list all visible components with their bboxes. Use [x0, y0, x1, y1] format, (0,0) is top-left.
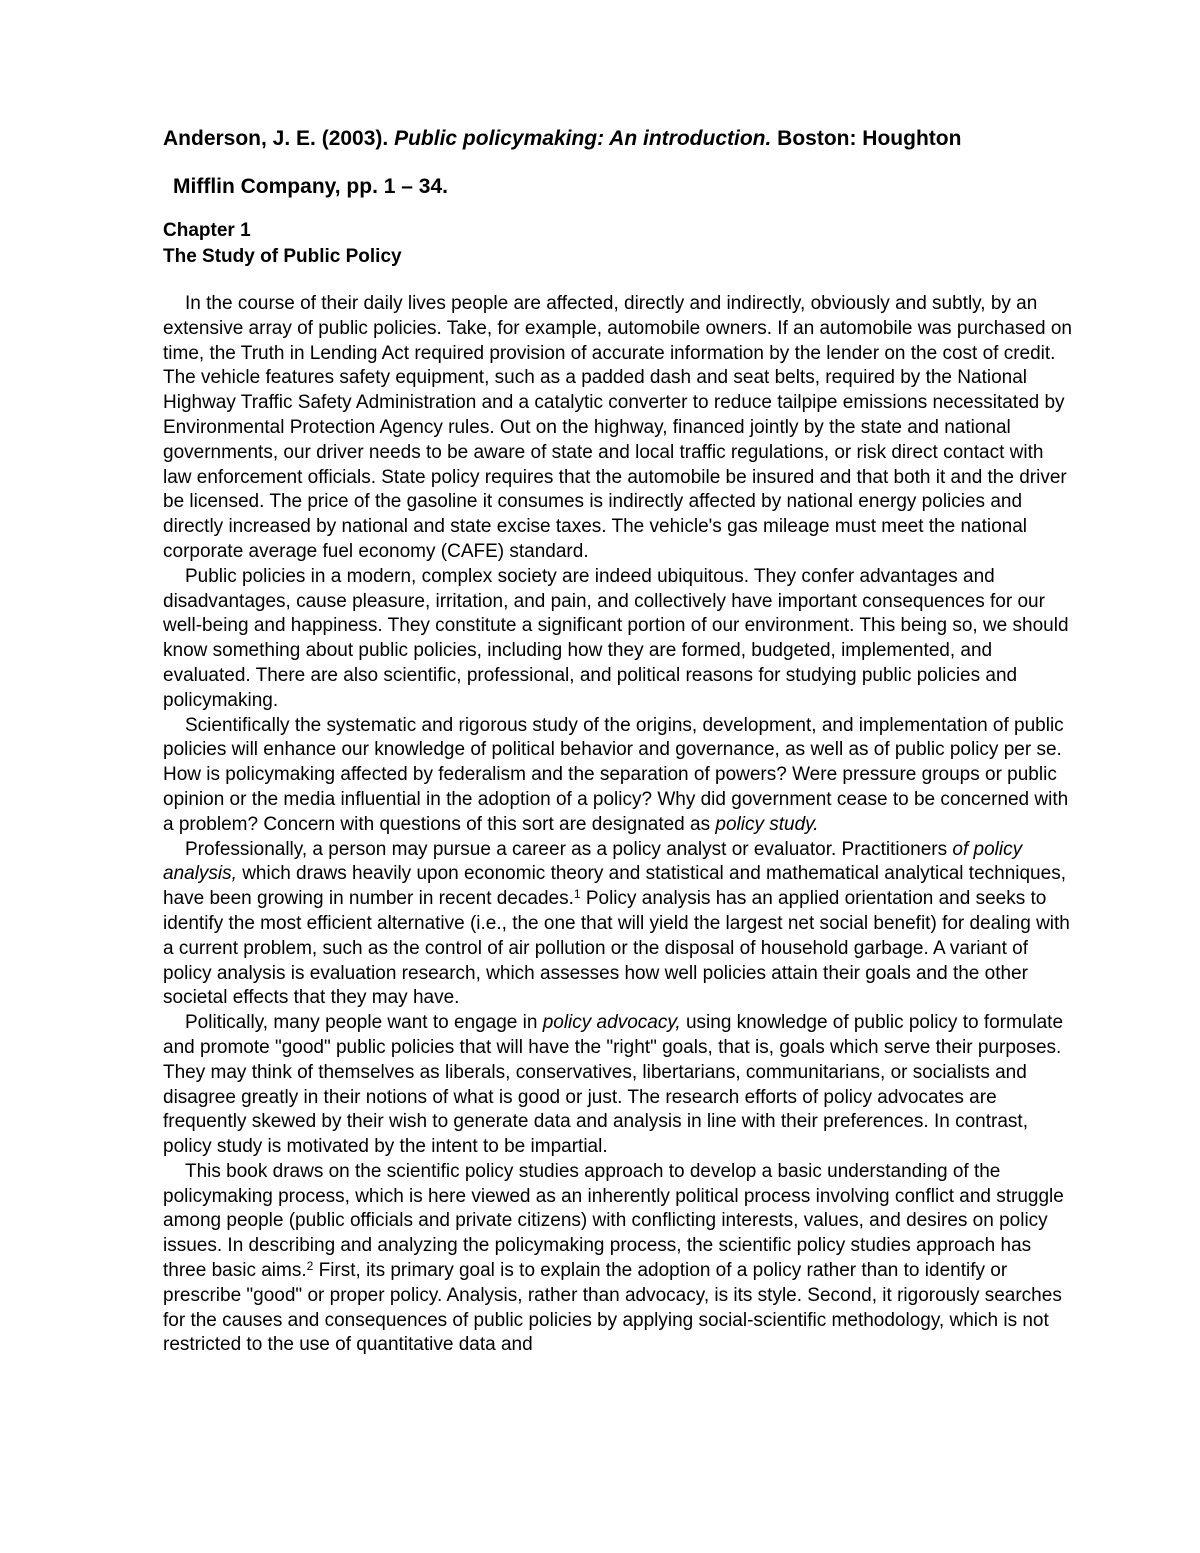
- paragraph-4-text-b: which draws heavily upon economic theory and statistical and mathematical analytical techniques, have been growing in number in recent decades.: [163, 863, 1066, 910]
- citation-title: Public policymaking: An introduction.: [394, 127, 772, 150]
- paragraph-6-text-b: First, its primary goal is to explain the adoption of a policy rather than to identify or prescribe "good" or proper policy. Analysis, rather than advocacy, is its style. Second, it rigorously searches for the causes and consequences of public policies by applying social-scientific methodology, which is not restricted to the use of quantitative data and: [163, 1260, 1062, 1356]
- policy-analysis-term: of policy analysis,: [163, 838, 1023, 885]
- footnote-ref-1: 1: [573, 887, 581, 902]
- paragraph-1: In the course of their daily lives people are affected, directly and indirectly, obviously and subtly, by an extensive array of public policies. Take, for example, automobile owners. If an automobile was purchased on time, the Truth in Lending Act required provision of accurate information by the lender on the cost of credit. The vehicle features safety equipment, such as a padded dash and seat belts, required by the National Highway Traffic Safety Administration and a catalytic converter to reduce tailpipe emissions necessitated by Environmental Protection Agency rules. Out on the highway, financed jointly by the state and national governments, our driver needs to be aware of state and local traffic regulations, or risk direct contact with law enforcement officials. State policy requires that the automobile be insured and that both it and the driver be licensed. The price of the gasoline it consumes is indirectly affected by national energy policies and directly increased by national and state excise taxes. The vehicle's gas mileage must meet the national corporate average fuel economy (CAFE) standard.: [163, 293, 1072, 562]
- body-text: [163, 292, 1073, 1358]
- citation-publisher-continued: Mifflin Company, pp. 1 – 34.: [173, 175, 448, 198]
- paragraph-4-text-c: Policy analysis has an applied orientation and seeks to identify the most efficient alternative (i.e., the one that will yield the largest net social benefit) for dealing with a current problem, such as the control of air pollution or the disposal of household garbage. A variant of policy analysis is evaluation research, which assesses how well policies attain their goals and the other societal effects that they may have.: [163, 888, 1070, 1009]
- paragraph-5: [163, 1011, 1073, 1160]
- chapter-title: The Study of Public Policy: [163, 246, 402, 267]
- citation-publisher: Boston: Houghton: [771, 127, 962, 150]
- chapter-number: Chapter 1: [163, 220, 251, 241]
- paragraph-3-text: Scientifically the systematic and rigorous study of the origins, development, and implementation of public policies will enhance our knowledge of political behavior and governance, as well as of public policy per se. How is policymaking affected by federalism and the separation of powers? Were pressure groups or public opinion or the media influential in the adoption of a policy? Why did government cease to be concerned with a problem? Concern with questions of this sort are designated as: [163, 714, 1069, 835]
- paragraph-2: Public policies in a modern, complex society are indeed ubiquitous. They confer advantages and disadvantages, cause pleasure, irritation, and pain, and collectively have important consequences for our well-being and happiness. They constitute a significant portion of our environment. This being so, we should know something about public policies, including how they are formed, budgeted, implemented, and evaluated. There are also scientific, professional, and political reasons for studying public policies and policymaking.: [163, 565, 1069, 711]
- paragraph-3: [163, 714, 1073, 838]
- paragraph-4-text-a: Professionally, a person may pursue a career as a policy analyst or evaluator. Practitioners: [185, 838, 953, 860]
- citation-author-year: Anderson, J. E. (2003).: [163, 127, 395, 150]
- paragraph-6: [163, 1160, 1073, 1358]
- paragraph-5-text-a: Politically, many people want to engage in: [185, 1012, 543, 1034]
- paragraph-4: [163, 838, 1073, 1012]
- policy-study-term: policy study.: [715, 813, 819, 835]
- reference-citation: [163, 115, 1093, 211]
- paragraph-5-text-b: using knowledge of public policy to formulate and promote "good" public policies that will have the "right" goals, that is, goals which serve their purposes. They may think of themselves as liberals, conservatives, libertarians, communitarians, or socialists and disagree greatly in their notions of what is good or just. The research efforts of policy advocates are frequently skewed by their wish to generate data and analysis in line with their preferences. In contrast, policy study is motivated by the intent to be impartial.: [163, 1012, 1064, 1158]
- chapter-heading: [163, 218, 402, 270]
- paragraph-6-text-a: This book draws on the scientific policy studies approach to develop a basic understanding of the policymaking process, which is here viewed as an inherently political process involving conflict and struggle among people (public officials and private citizens) with conflicting interests, values, and desires on policy issues. In describing and analyzing the policymaking process, the scientific policy studies approach has three basic aims.: [163, 1160, 1064, 1282]
- policy-advocacy-term: policy advocacy,: [542, 1012, 681, 1034]
- footnote-ref-2: 2: [306, 1259, 314, 1274]
